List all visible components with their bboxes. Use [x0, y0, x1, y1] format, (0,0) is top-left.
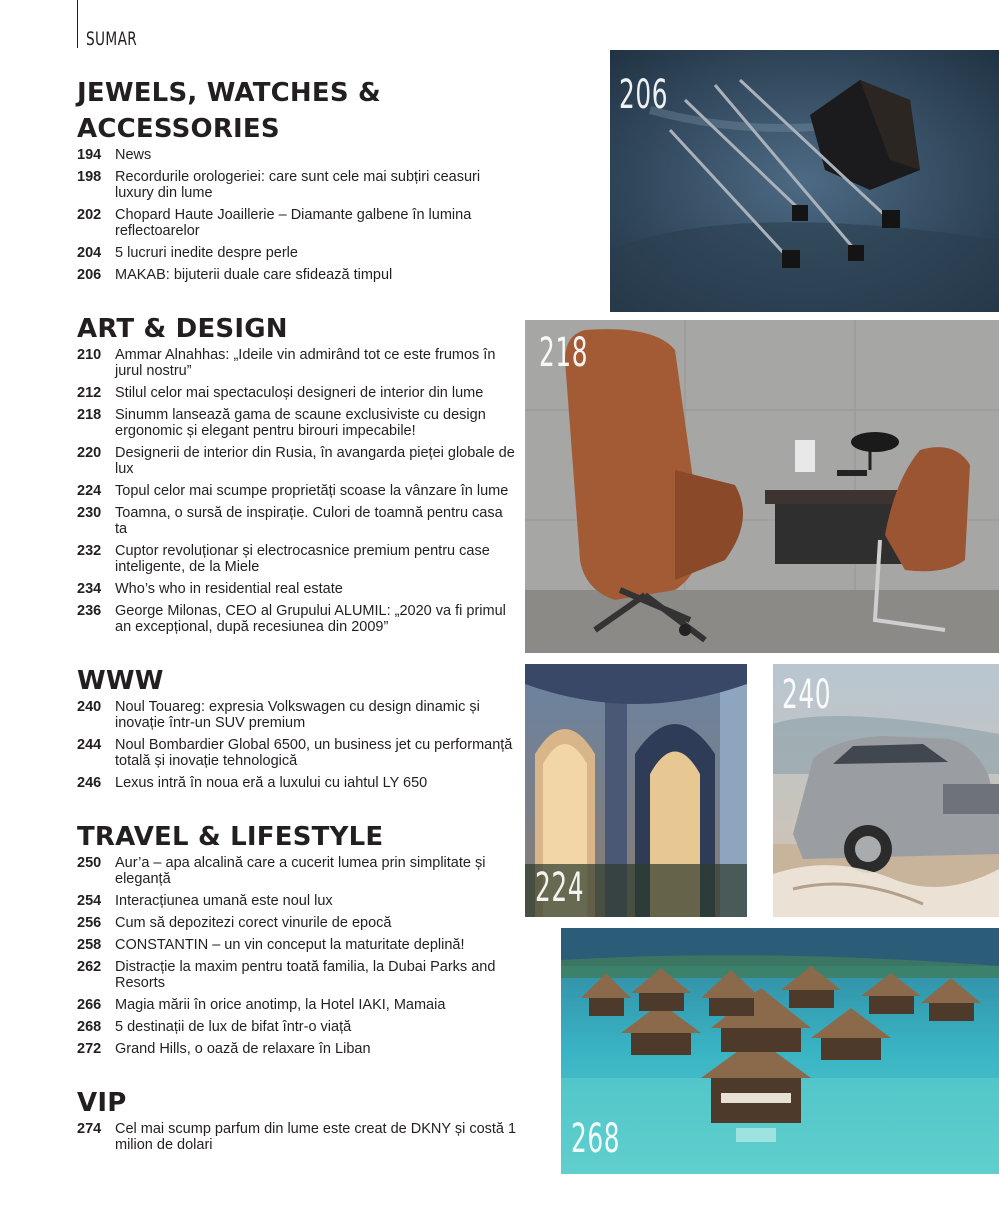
toc-entry[interactable]	[77, 169, 517, 201]
toc-entry[interactable]	[77, 483, 517, 499]
page-number: 202	[77, 207, 102, 223]
entry-title: Noul Bombardier Global 6500, un business jet cu performanță totală și inovație tehnologică	[115, 737, 513, 769]
photo-jewels[interactable]	[610, 50, 999, 312]
page-number: 234	[77, 581, 102, 597]
toc-entry[interactable]	[77, 407, 517, 439]
toc-entry[interactable]	[77, 1121, 517, 1153]
entry-title: Ammar Alnahhas: „Ideile vin admirând tot ce este frumos în jurul nostru”	[115, 347, 496, 379]
page-number: 220	[77, 445, 102, 461]
section-title: VIP	[77, 1088, 127, 1118]
page-number: 236	[77, 603, 102, 619]
section-travel-lifestyle	[77, 819, 517, 1057]
entry-title: Magia mării în orice anotimp, la Hotel IAKI, Mamaia	[115, 997, 446, 1013]
entry-title: Noul Touareg: expresia Volkswagen cu design dinamic și inovație într-un SUV premium	[115, 699, 480, 731]
toc-entry[interactable]	[77, 245, 517, 261]
toc-entry[interactable]	[77, 959, 517, 991]
page-number: 258	[77, 937, 102, 953]
toc-entry[interactable]	[77, 581, 517, 597]
page-number: 262	[77, 959, 102, 975]
section-vip	[77, 1085, 517, 1153]
chairs-illustration	[525, 320, 999, 653]
page-number: 206	[77, 267, 102, 283]
entry-title: Toamna, o sursă de inspirație. Culori de toamnă pentru casa ta	[115, 505, 503, 537]
page-number: 224	[77, 483, 102, 499]
section-jewels	[77, 75, 517, 283]
entry-title: News	[115, 147, 152, 163]
photo-page-label: 224	[535, 865, 585, 911]
section-title: ACCESSORIES	[77, 114, 280, 144]
toc-entry[interactable]	[77, 385, 517, 401]
section-title: ART & DESIGN	[77, 314, 288, 344]
entry-title: Aur’a – apa alcalină care a cucerit lumea prin simplitate și eleganță	[115, 855, 486, 887]
toc-entry[interactable]	[77, 915, 517, 931]
section-title: WWW	[77, 666, 164, 696]
page-number: 246	[77, 775, 102, 791]
toc-entry[interactable]	[77, 347, 517, 379]
toc-entry[interactable]	[77, 267, 517, 283]
section-www	[77, 663, 517, 791]
entry-title: Designerii de interior din Rusia, în avangarda pieței globale de lux	[115, 445, 515, 477]
page-number: 244	[77, 737, 102, 753]
jewels-illustration	[610, 50, 999, 312]
photo-page-label: 206	[619, 72, 669, 118]
toc-entry[interactable]	[77, 543, 517, 575]
photo-property[interactable]	[525, 664, 747, 917]
entry-title: Distracție la maxim pentru toată familia, la Dubai Parks and Resorts	[115, 959, 496, 991]
toc-entry[interactable]	[77, 737, 517, 769]
entry-title: Stilul celor mai spectaculoși designeri de interior din lume	[115, 385, 484, 401]
entry-title: Sinumm lansează gama de scaune exclusiviste cu design ergonomic și elegant pentru birouri impecabile!	[115, 407, 486, 439]
toc-entry[interactable]	[77, 937, 517, 953]
toc-entry[interactable]	[77, 855, 517, 887]
entry-title: Cuptor revoluționar și electrocasnice premium pentru case inteligente, de la Miele	[115, 543, 490, 575]
header-rule	[77, 0, 78, 48]
page-number: 198	[77, 169, 102, 185]
page-number: 250	[77, 855, 102, 871]
photo-page-label: 268	[571, 1116, 621, 1162]
photo-car[interactable]	[773, 664, 999, 917]
toc-entry[interactable]	[77, 603, 517, 635]
toc-entry[interactable]	[77, 1041, 517, 1057]
entry-title: Recordurile orologeriei: care sunt cele mai subțiri ceasuri luxury din lume	[115, 169, 481, 201]
page-number: 232	[77, 543, 102, 559]
section-title: JEWELS, WATCHES &	[77, 78, 381, 108]
toc-entry[interactable]	[77, 699, 517, 731]
entry-title: Lexus intră în noua eră a luxului cu iahtul LY 650	[115, 775, 428, 791]
section-label: SUMAR	[86, 28, 138, 50]
page-number: 256	[77, 915, 102, 931]
entry-title: Grand Hills, o oază de relaxare în Liban	[115, 1041, 371, 1057]
toc-entry[interactable]	[77, 147, 517, 163]
photo-chairs[interactable]	[525, 320, 999, 653]
toc-entry[interactable]	[77, 207, 517, 239]
toc-entry[interactable]	[77, 1019, 517, 1035]
page-number: 230	[77, 505, 102, 521]
page-number: 268	[77, 1019, 102, 1035]
entry-title: Who’s who in residential real estate	[115, 581, 343, 597]
toc-entry[interactable]	[77, 505, 517, 537]
toc-entry[interactable]	[77, 893, 517, 909]
toc-entry[interactable]	[77, 445, 517, 477]
page-number: 272	[77, 1041, 102, 1057]
table-of-contents	[77, 75, 517, 1181]
photo-page-label: 240	[782, 672, 832, 718]
entry-title: Cum să depozitezi corect vinurile de epocă	[115, 915, 392, 931]
section-title: TRAVEL & LIFESTYLE	[77, 822, 384, 852]
page-number: 210	[77, 347, 102, 363]
page-number: 240	[77, 699, 102, 715]
entry-title: Cel mai scump parfum din lume este creat de DKNY și costă 1 milion de dolari	[115, 1121, 517, 1153]
entry-title: Interacțiunea umană este noul lux	[115, 893, 333, 909]
entry-title: Topul celor mai scumpe proprietăți scoase la vânzare în lume	[115, 483, 509, 499]
entry-title: Chopard Haute Joaillerie – Diamante galbene în lumina reflectoarelor	[115, 207, 472, 239]
page-number: 194	[77, 147, 102, 163]
photo-page-label: 218	[539, 330, 589, 376]
page-number: 274	[77, 1121, 102, 1137]
resort-illustration	[561, 928, 999, 1174]
page-number: 218	[77, 407, 102, 423]
section-art-design	[77, 311, 517, 635]
photo-resort[interactable]	[561, 928, 999, 1174]
page-number: 254	[77, 893, 102, 909]
page-number: 212	[77, 385, 102, 401]
toc-entry[interactable]	[77, 997, 517, 1013]
entry-title: 5 lucruri inedite despre perle	[115, 245, 298, 261]
entry-title: MAKAB: bijuterii duale care sfidează timpul	[115, 267, 393, 283]
toc-entry[interactable]	[77, 775, 517, 791]
entry-title: CONSTANTIN – un vin conceput la maturitate deplină!	[115, 937, 465, 953]
page-number: 266	[77, 997, 102, 1013]
entry-title: George Milonas, CEO al Grupului ALUMIL: „2020 va fi primul an excepțional, după recesiunea din 2009”	[115, 603, 506, 635]
page-number: 204	[77, 245, 102, 261]
entry-title: 5 destinații de lux de bifat într-o viață	[115, 1019, 352, 1035]
